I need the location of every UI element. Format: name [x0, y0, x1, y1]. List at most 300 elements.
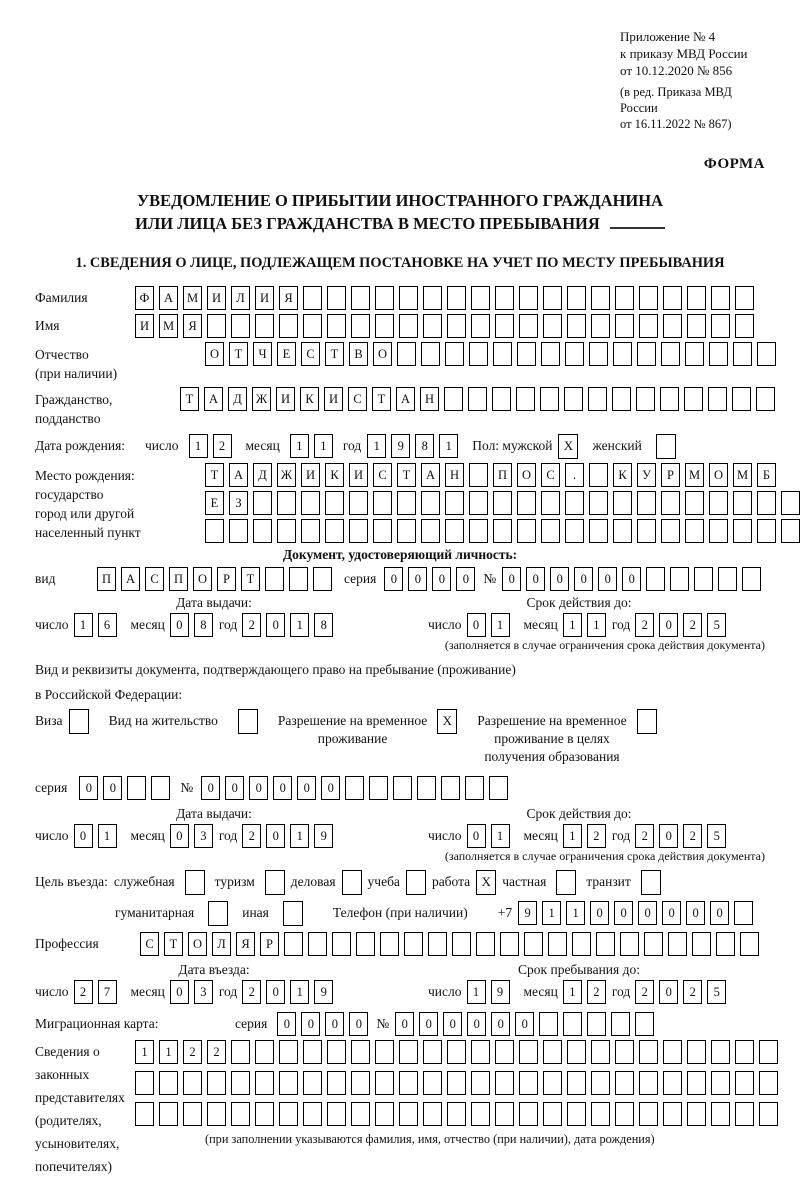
char-cell [687, 1071, 706, 1095]
char-cell [303, 286, 322, 310]
permit-options [35, 709, 765, 766]
char-cell [567, 1040, 586, 1064]
char-cell [639, 1102, 658, 1126]
char-cell: Р [217, 567, 236, 591]
field-birth-date [35, 434, 765, 459]
char-cell: 0 [467, 1012, 486, 1036]
char-cell: 9 [314, 980, 333, 1004]
char-cell: 0 [170, 824, 189, 848]
char-cell: 8 [194, 613, 213, 637]
doc-valid-day-cells [467, 613, 510, 637]
char-cell [591, 286, 610, 310]
doc-number-cells [502, 567, 761, 591]
char-cell [735, 314, 754, 338]
char-cell: 2 [213, 434, 232, 458]
birth-date-label: Дата рождения: [35, 438, 126, 453]
checkbox-female [656, 434, 676, 459]
permit-number-label: № [180, 780, 194, 795]
char-cell [375, 1071, 394, 1095]
permit-valid-day-cells [467, 824, 510, 848]
char-cell [756, 387, 775, 411]
char-cell: 0 [277, 1012, 296, 1036]
representatives-label: Сведения о законных представителях (родителях, усыновителях, попечителях) [35, 1044, 125, 1174]
char-cell [135, 1071, 154, 1095]
char-cell: И [135, 314, 154, 338]
doc-date-values [35, 613, 765, 637]
stay-day-cells [467, 980, 510, 1004]
char-cell [732, 387, 751, 411]
char-cell: 1 [467, 980, 486, 1004]
char-cell: С [145, 567, 164, 591]
char-cell: 0 [515, 1012, 534, 1036]
char-cell [447, 314, 466, 338]
char-cell [397, 491, 416, 515]
purpose-transit-label: транзит [586, 874, 631, 889]
char-cell: Я [236, 932, 255, 956]
char-cell: 2 [74, 980, 93, 1004]
char-cell: К [300, 387, 319, 411]
char-cell [447, 1102, 466, 1126]
char-cell [445, 491, 464, 515]
char-cell: И [276, 387, 295, 411]
char-cell [636, 387, 655, 411]
char-cell [709, 491, 728, 515]
char-cell [596, 932, 615, 956]
title-line2: ИЛИ ЛИЦА БЕЗ ГРАЖДАНСТВА В МЕСТО ПРЕБЫВАНИЯ [135, 214, 600, 233]
char-cell [265, 567, 284, 591]
purpose-tourism-label: туризм [214, 874, 255, 889]
char-cell [351, 314, 370, 338]
char-cell: Ж [252, 387, 271, 411]
char-cell: О [517, 463, 536, 487]
char-cell: А [204, 387, 223, 411]
permit-series-label: серия [35, 780, 68, 795]
permit-valid-month-cells [563, 824, 606, 848]
char-cell: 9 [518, 901, 537, 925]
char-cell [231, 1071, 250, 1095]
char-cell [399, 314, 418, 338]
char-cell [495, 1071, 514, 1095]
char-cell: Т [325, 342, 344, 366]
char-cell [687, 286, 706, 310]
char-cell [711, 314, 730, 338]
char-cell [303, 314, 322, 338]
char-cell [711, 1040, 730, 1064]
char-cell [591, 1071, 610, 1095]
char-cell [423, 286, 442, 310]
sex-male-label: Пол: мужской [472, 438, 553, 453]
char-cell [694, 567, 713, 591]
year-label: год [218, 984, 238, 999]
char-cell [327, 1040, 346, 1064]
char-cell [635, 1012, 654, 1036]
checkbox-purpose-business [185, 870, 205, 895]
char-cell [543, 1040, 562, 1064]
char-cell [759, 1040, 778, 1064]
char-cell [421, 342, 440, 366]
char-cell: С [541, 463, 560, 487]
char-cell: 0 [491, 1012, 510, 1036]
char-cell: 9 [491, 980, 510, 1004]
migration-series-cells [277, 1012, 368, 1036]
char-cell [687, 1102, 706, 1126]
doc-series-label: серия [344, 571, 377, 586]
char-cell: 0 [273, 776, 292, 800]
char-cell [639, 1040, 658, 1064]
checkbox-visa [69, 709, 89, 734]
char-cell: Я [183, 314, 202, 338]
char-cell [445, 519, 464, 543]
char-cell: Р [260, 932, 279, 956]
char-cell [207, 1102, 226, 1126]
char-cell: 1 [290, 613, 309, 637]
char-cell: 0 [419, 1012, 438, 1036]
char-cell [421, 519, 440, 543]
month-label: месяц [523, 984, 558, 999]
char-cell [332, 932, 351, 956]
char-cell: О [188, 932, 207, 956]
char-cell: 9 [314, 824, 333, 848]
char-cell [303, 1071, 322, 1095]
char-cell [565, 342, 584, 366]
char-cell: 0 [467, 824, 486, 848]
checkbox-temp-residence-edu [637, 709, 657, 734]
char-cell [375, 286, 394, 310]
checkbox-purpose-commercial [342, 870, 362, 895]
char-cell [543, 286, 562, 310]
checkbox-residence-permit [238, 709, 258, 734]
char-cell [159, 1071, 178, 1095]
char-cell: 0 [710, 901, 729, 925]
char-cell: П [493, 463, 512, 487]
char-cell [444, 387, 463, 411]
surname-cells [135, 286, 754, 310]
char-cell [781, 491, 800, 515]
char-cell [492, 387, 511, 411]
char-cell [207, 1071, 226, 1095]
day-label: число [428, 828, 462, 843]
char-cell: 1 [290, 980, 309, 1004]
char-cell [565, 519, 584, 543]
char-cell [711, 1102, 730, 1126]
char-cell: 0 [502, 567, 521, 591]
char-cell: 0 [249, 776, 268, 800]
char-cell: У [637, 463, 656, 487]
profession-cells [140, 932, 759, 956]
char-cell [375, 1040, 394, 1064]
char-cell [637, 519, 656, 543]
char-cell [637, 342, 656, 366]
char-cell: 0 [614, 901, 633, 925]
char-cell [567, 286, 586, 310]
migration-number-cells [395, 1012, 654, 1036]
char-cell [663, 314, 682, 338]
char-cell [663, 1040, 682, 1064]
title-blank-underline [610, 227, 665, 229]
birth-month-cells [290, 434, 333, 458]
month-label: месяц [130, 617, 165, 632]
char-cell: 1 [98, 824, 117, 848]
field-given-name [35, 314, 765, 338]
char-cell: 0 [384, 567, 403, 591]
purpose-private-label: частная [502, 874, 547, 889]
char-cell: 0 [297, 776, 316, 800]
char-cell [563, 1012, 582, 1036]
char-cell: 1 [542, 901, 561, 925]
char-cell: 1 [563, 613, 582, 637]
entry-day-cells [74, 980, 117, 1004]
char-cell: 0 [349, 1012, 368, 1036]
char-cell: 0 [266, 613, 285, 637]
char-cell: 2 [683, 613, 702, 637]
entry-date-values [35, 980, 765, 1004]
char-cell: Ф [135, 286, 154, 310]
valid-until-heading: Срок действия до: [526, 595, 632, 610]
char-cell: 0 [662, 901, 681, 925]
field-citizenship [35, 387, 765, 428]
entry-month-cells [170, 980, 213, 1004]
checkbox-purpose-work: X [476, 870, 496, 895]
char-cell [639, 1071, 658, 1095]
char-cell: П [169, 567, 188, 591]
char-cell: 0 [638, 901, 657, 925]
char-cell [500, 932, 519, 956]
char-cell [452, 932, 471, 956]
char-cell: Е [205, 491, 224, 515]
birthplace-row3-cells [205, 519, 800, 543]
section1-heading: 1. СВЕДЕНИЯ О ЛИЦЕ, ПОДЛЕЖАЩЕМ ПОСТАНОВКЕ НА УЧЕТ ПО МЕСТУ ПРЕБЫВАНИЯ [75, 255, 725, 271]
char-cell: И [207, 286, 226, 310]
char-cell [589, 463, 608, 487]
annex-line: Приложение № 4 [620, 29, 716, 44]
char-cell [670, 567, 689, 591]
char-cell [327, 1071, 346, 1095]
char-cell: И [255, 286, 274, 310]
char-cell: А [421, 463, 440, 487]
char-cell [735, 286, 754, 310]
checkbox-purpose-other [283, 901, 303, 926]
char-cell [734, 901, 753, 925]
char-cell: 0 [408, 567, 427, 591]
permit-number-cells [201, 776, 508, 800]
char-cell: О [205, 342, 224, 366]
char-cell: О [373, 342, 392, 366]
birthplace-label: Место рождения: государство город или другой населенный пункт [35, 468, 141, 540]
char-cell [373, 491, 392, 515]
char-cell: 2 [242, 980, 261, 1004]
visa-label: Виза [35, 713, 63, 728]
field-purpose-line2 [115, 901, 765, 926]
month-label: месяц [130, 828, 165, 843]
char-cell [231, 1040, 250, 1064]
char-cell: Н [420, 387, 439, 411]
char-cell: 1 [367, 434, 386, 458]
char-cell [644, 932, 663, 956]
year-label: год [342, 438, 362, 453]
representatives-row2-cells [135, 1071, 778, 1095]
char-cell: 0 [526, 567, 545, 591]
char-cell: Ж [277, 463, 296, 487]
entry-date-heading: Дата въезда: [178, 962, 250, 977]
representatives-row1-cells [135, 1040, 778, 1064]
char-cell [685, 519, 704, 543]
day-label: число [35, 617, 69, 632]
annex-block [620, 28, 765, 132]
field-identity-doc [35, 567, 765, 591]
permit-valid-year-cells [635, 824, 726, 848]
char-cell: Л [212, 932, 231, 956]
char-cell [327, 1102, 346, 1126]
char-cell: 0 [574, 567, 593, 591]
surname-label: Фамилия [35, 290, 88, 305]
char-cell [277, 519, 296, 543]
char-cell [423, 1102, 442, 1126]
char-cell [685, 491, 704, 515]
char-cell [253, 519, 272, 543]
char-cell [313, 567, 332, 591]
char-cell [253, 491, 272, 515]
day-label: число [35, 984, 69, 999]
year-label: год [611, 617, 631, 632]
char-cell: 0 [395, 1012, 414, 1036]
char-cell: 1 [290, 434, 309, 458]
char-cell: А [396, 387, 415, 411]
doc-valid-year-cells [635, 613, 726, 637]
char-cell [639, 286, 658, 310]
char-cell [757, 519, 776, 543]
char-cell [524, 932, 543, 956]
permit-issue-day-cells [74, 824, 117, 848]
issue-date-heading: Дата выдачи: [176, 595, 252, 610]
char-cell: 5 [707, 980, 726, 1004]
char-cell [639, 314, 658, 338]
phone-label: Телефон (при наличии) [332, 905, 468, 920]
char-cell: 1 [563, 824, 582, 848]
char-cell [465, 776, 484, 800]
validity-note: (заполняется в случае ограничения срока действия документа) [444, 849, 765, 863]
char-cell [493, 491, 512, 515]
char-cell [757, 491, 776, 515]
char-cell [661, 491, 680, 515]
char-cell [441, 776, 460, 800]
char-cell [447, 1040, 466, 1064]
char-cell: 2 [683, 824, 702, 848]
char-cell: 2 [242, 613, 261, 637]
phone-cells [518, 901, 753, 925]
char-cell [548, 932, 567, 956]
char-cell [543, 314, 562, 338]
char-cell: М [685, 463, 704, 487]
char-cell [687, 314, 706, 338]
profession-label: Профессия [35, 936, 99, 951]
char-cell: 0 [201, 776, 220, 800]
char-cell [351, 1040, 370, 1064]
representatives-note: (при заполнении указываются фамилия, имя, отчество (при наличии), дата рождения) [205, 1132, 655, 1146]
char-cell: 0 [590, 901, 609, 925]
field-patronymic [35, 342, 765, 383]
migration-series-label: серия [235, 1016, 268, 1031]
char-cell: 0 [301, 1012, 320, 1036]
char-cell [325, 519, 344, 543]
doc-type-cells [97, 567, 332, 591]
char-cell: 0 [467, 613, 486, 637]
char-cell: 0 [225, 776, 244, 800]
char-cell: Е [277, 342, 296, 366]
field-representatives [35, 1040, 765, 1178]
char-cell: 0 [686, 901, 705, 925]
char-cell [493, 342, 512, 366]
purpose-study-label: учеба [367, 874, 400, 889]
char-cell: 0 [550, 567, 569, 591]
char-cell [308, 932, 327, 956]
char-cell: Н [445, 463, 464, 487]
char-cell [476, 932, 495, 956]
char-cell [428, 932, 447, 956]
char-cell [540, 387, 559, 411]
char-cell: 6 [98, 613, 117, 637]
char-cell [716, 932, 735, 956]
char-cell [471, 1040, 490, 1064]
field-birthplace [35, 463, 771, 543]
char-cell [589, 342, 608, 366]
char-cell: 8 [415, 434, 434, 458]
char-cell [735, 1102, 754, 1126]
char-cell [781, 519, 800, 543]
char-cell: 2 [242, 824, 261, 848]
char-cell: А [159, 286, 178, 310]
char-cell: П [97, 567, 116, 591]
char-cell [591, 1040, 610, 1064]
char-cell [519, 286, 538, 310]
char-cell: К [613, 463, 632, 487]
purpose-commercial-label: деловая [290, 874, 336, 889]
char-cell [646, 567, 665, 591]
permit-residence [109, 709, 258, 734]
checkbox-purpose-humanitarian [208, 901, 228, 926]
char-cell: С [348, 387, 367, 411]
checkbox-temp-residence: X [437, 709, 457, 734]
char-cell [685, 342, 704, 366]
identity-doc-heading: Документ, удостоверяющий личность: [282, 547, 518, 562]
char-cell [375, 1102, 394, 1126]
char-cell [615, 314, 634, 338]
char-cell [591, 1102, 610, 1126]
char-cell [565, 491, 584, 515]
char-cell: 1 [74, 613, 93, 637]
char-cell [684, 387, 703, 411]
char-cell [615, 1071, 634, 1095]
doc-series-cells [384, 567, 475, 591]
form-label: ФОРМА [703, 156, 765, 172]
char-cell [301, 519, 320, 543]
char-cell [279, 1040, 298, 1064]
char-cell [735, 1040, 754, 1064]
char-cell [183, 1071, 202, 1095]
char-cell [356, 932, 375, 956]
char-cell: 1 [159, 1040, 178, 1064]
char-cell [468, 387, 487, 411]
char-cell: 1 [491, 824, 510, 848]
char-cell: М [159, 314, 178, 338]
char-cell [759, 1102, 778, 1126]
char-cell [613, 491, 632, 515]
char-cell [567, 314, 586, 338]
char-cell: 9 [391, 434, 410, 458]
char-cell: И [349, 463, 368, 487]
char-cell [421, 491, 440, 515]
phone-prefix: +7 [497, 905, 513, 920]
char-cell [399, 1071, 418, 1095]
